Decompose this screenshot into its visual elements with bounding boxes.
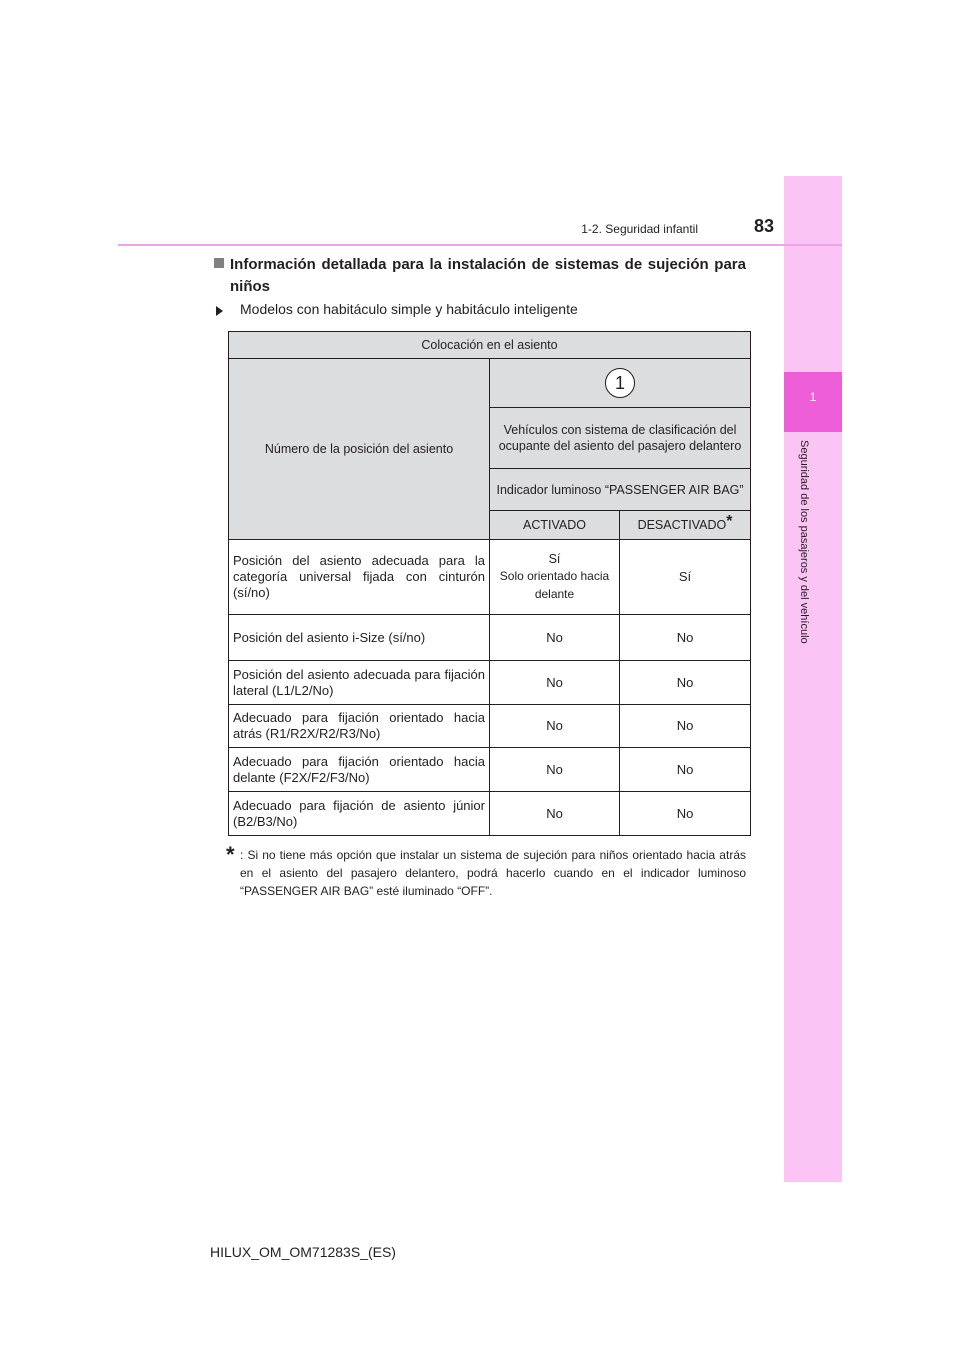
- section-heading: Información detallada para la instalación de sistemas de sujeción para niños: [230, 256, 746, 295]
- side-tab: [784, 176, 842, 1182]
- seat-location-header: Colocación en el asiento: [229, 332, 751, 359]
- row-label: Adecuado para fijación de asiento júnior (B2/B3/No): [229, 792, 490, 836]
- row-on-value: No: [490, 661, 620, 705]
- footnote-asterisk: *: [226, 842, 235, 867]
- page-number: 83: [753, 216, 774, 236]
- row-off-value: No: [620, 661, 751, 705]
- subheading: Modelos con habitáculo simple y habitáculo inteligente: [240, 301, 578, 317]
- header-rule: [118, 244, 842, 246]
- indicator-label: Indicador luminoso “PASSENGER AIR BAG”: [490, 469, 751, 511]
- row-off-value: No: [620, 748, 751, 792]
- col-on-header: ACTIVADO: [490, 511, 620, 540]
- on-main: Sí: [548, 552, 561, 566]
- row-label: Adecuado para fijación orientado hacia delante (F2X/F2/F3/No): [229, 748, 490, 792]
- row-label: Posición del asiento adecuada para fijación lateral (L1/L2/No): [229, 661, 490, 705]
- row-off-value: Sí: [620, 540, 751, 615]
- row-on-value: [490, 540, 620, 615]
- row-off-value: No: [620, 792, 751, 836]
- side-tab-label: Seguridad de los pasajeros y del vehículo: [798, 440, 810, 644]
- model-code: HILUX_OM_OM71283S_(ES): [210, 1244, 396, 1260]
- asterisk-mark: *: [726, 513, 733, 530]
- position-number-label: Número de la posición del asiento: [229, 359, 490, 540]
- section-title: 1-2. Seguridad infantil: [581, 222, 698, 236]
- position-number-cell: [490, 359, 751, 408]
- row-off-value: No: [620, 615, 751, 661]
- row-label: Posición del asiento adecuada para la categoría universal fijada con cinturón (sí/no): [229, 540, 490, 615]
- triangle-bullet-icon: [216, 306, 223, 316]
- vehicles-label: Vehículos con sistema de clasificación del ocupante del asiento del pasajero delantero: [490, 408, 751, 469]
- position-number-circle: 1: [605, 368, 635, 398]
- row-label: Posición del asiento i-Size (sí/no): [229, 615, 490, 661]
- seat-installation-table: [228, 331, 751, 836]
- row-on-value: No: [490, 792, 620, 836]
- row-on-value: No: [490, 705, 620, 748]
- footnote-text: : Si no tiene más opción que instalar un sistema de sujeción para niños orientado hacia atrás en el asiento del pasajero delantero, podrá hacerlo cuando en el indicador luminoso “PASSENGER AIR BAG” esté iluminado “OFF”.: [240, 848, 746, 898]
- heading-square-icon: [214, 258, 224, 268]
- side-tab-number: 1: [809, 390, 817, 404]
- col-off-header: [620, 511, 751, 540]
- row-off-value: No: [620, 705, 751, 748]
- row-on-value: No: [490, 748, 620, 792]
- row-on-value: No: [490, 615, 620, 661]
- col-off-label: DESACTIVADO: [637, 518, 727, 532]
- on-sub: Solo orientado hacia delante: [499, 569, 610, 601]
- row-label: Adecuado para fijación orientado hacia atrás (R1/R2X/R2/R3/No): [229, 705, 490, 748]
